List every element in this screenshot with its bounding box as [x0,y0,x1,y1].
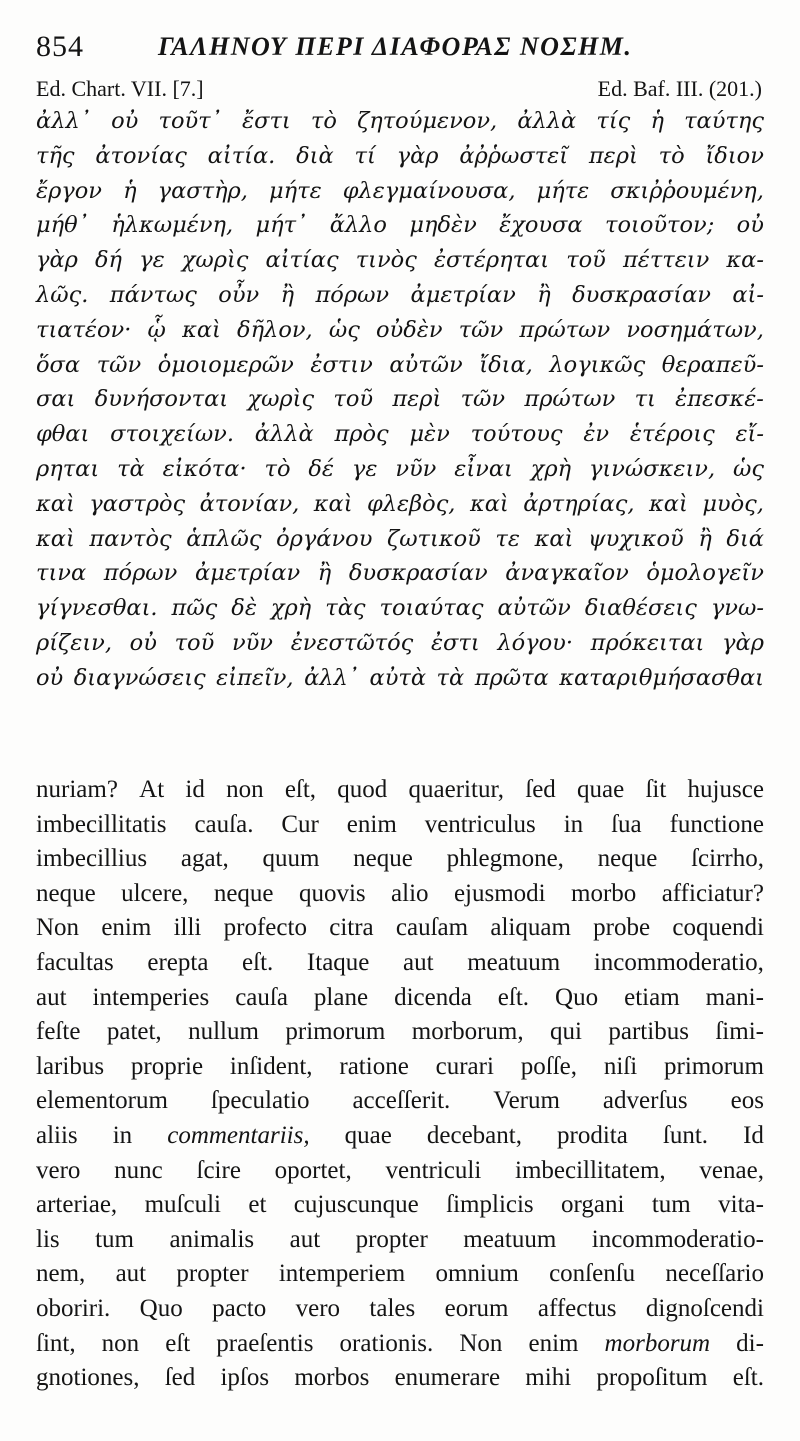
greek-text-line: φθαι στοιχείων. ἀλλὰ πρὸς μὲν τούτους ἐν ἑτέροις εἴ- [36,421,764,448]
running-head [36,28,760,68]
greek-text-line: ὅσα τῶν ὁμοιομερῶν ἐστιν αὐτῶν ἴδια, λογικῶς θεραπεῦ- [36,351,764,378]
greek-text-line: τῆς ἀτονίας αἰτία. διὰ τί γὰρ ἀῤῥωστεῖ περὶ τὸ ἴδιον [36,142,764,169]
latin-text-line: aliis in commentariis, quae decebant, prodita ſunt. Id [36,1121,764,1149]
greek-text-line: καὶ γαστρὸς ἀτονίαν, καὶ φλεβὸς, καὶ ἀρτηρίας, καὶ μυὸς, [36,490,764,517]
greek-text-line: οὐ διαγνώσεις εἰπεῖν, ἀλλ᾽ αὐτὰ τὰ πρῶτα καταριθμήσασθαι [36,664,764,691]
latin-text-line: arteriae, muſculi et cujuscunque ſimplicis organi tum vita- [36,1191,764,1219]
latin-text-line: gnotiones, ſed ipſos morbos enumerare mihi propoſitum eſt. [36,1364,764,1392]
greek-text-line: ρηται τὰ εἰκότα· τὸ δέ γε νῦν εἶναι χρὴ γινώσκειν, ὡς [36,455,764,482]
edition-basel: Ed. Baf. III. (201.) [597,76,762,101]
greek-text-line: γὰρ δή γε χωρὶς αἰτίας τινὸς ἐστέρηται τοῦ πέττειν κα- [36,247,764,274]
greek-text-line: τιατέον· ᾧ καὶ δῆλον, ὡς οὐδὲν τῶν πρώτων νοσημάτων, [36,316,764,343]
latin-text-line: vero nunc ſcire oportet, ventriculi imbecillitatem, venae, [36,1156,764,1184]
latin-text-line: aut intemperies cauſa plane dicenda eſt. Quo etiam mani- [36,983,764,1011]
edition-chartier: Ed. Chart. VII. [7.] [36,76,204,101]
greek-text [36,104,764,696]
latin-text-line: imbecillitatis cauſa. Cur enim ventriculus in ſua functione [36,810,764,838]
latin-text-line: oboriri. Quo pacto vero tales eorum affectus dignoſcendi [36,1294,764,1322]
latin-text-line: imbecillius agat, quum neque phlegmone, neque ſcirrho, [36,845,764,873]
latin-text-line: laribus proprie inſident, ratione curari poſſe, niſi primorum [36,1052,764,1080]
latin-text-line: feſte patet, nullum primorum morborum, qui partibus ſimi- [36,1018,764,1046]
latin-text-line: nuriam? At id non eſt, quod quaeritur, ſed quae ſit hujusce [36,776,764,803]
edition-line [36,76,762,106]
page-number: 854 [36,30,84,63]
greek-text-line: ἔργον ἡ γαστὴρ, μήτε φλεγμαίνουσα, μήτε σκιῤῥουμένη, [36,177,764,204]
running-title: ΓΑΛΗΝΟΥ ΠΕΡΙ ΔΙΑΦΟΡΑΣ ΝΟΣΗΜ. [158,32,633,61]
greek-text-line: μήθ᾽ ἡλκωμένη, μήτ᾽ ἄλλο μηδὲν ἔχουσα τοιοῦτον; οὐ [36,212,764,239]
latin-text-line: facultas erepta eſt. Itaque aut meatuum incommoderatio, [36,948,764,976]
latin-text-line: nem, aut propter intemperiem omnium conſenſu neceſſario [36,1260,764,1288]
greek-text-line: σαι δυνήσονται χωρὶς τοῦ περὶ τῶν πρώτων τι ἐπεσκέ- [36,386,764,413]
latin-text [36,773,764,1396]
greek-text-line: ἀλλ᾽ οὐ τοῦτ᾽ ἔστι τὸ ζητούμενον, ἀλλὰ τίς ἡ ταύτης [36,108,764,134]
greek-text-line: γίγνεσθαι. πῶς δὲ χρὴ τὰς τοιαύτας αὐτῶν διαθέσεις γνω- [36,595,764,622]
latin-text-line: Non enim illi profecto citra cauſam aliquam probe coquendi [36,914,764,942]
latin-text-line: lis tum animalis aut propter meatuum incommoderatio- [36,1225,764,1253]
greek-text-line: τινα πόρων ἀμετρίαν ἢ δυσκρασίαν ἀναγκαῖον ὁμολογεῖν [36,560,764,587]
latin-text-line: elementorum ſpeculatio acceſſerit. Verum adverſus eos [36,1087,764,1115]
latin-text-line: neque ulcere, neque quovis alio ejusmodi morbo afficiatur? [36,879,764,907]
greek-text-line: καὶ παντὸς ἁπλῶς ὀργάνου ζωτικοῦ τε καὶ ψυχικοῦ ἢ διά [36,525,764,552]
latin-text-line: ſint, non eſt praeſentis orationis. Non enim morborum di- [36,1329,764,1357]
greek-text-line: ρίζειν, οὐ τοῦ νῦν ἐνεστῶτός ἐστι λόγου· πρόκειται γὰρ [36,629,764,656]
greek-text-line: λῶς. πάντως οὖν ἢ πόρων ἀμετρίαν ἢ δυσκρασίαν αἰ- [36,281,764,308]
